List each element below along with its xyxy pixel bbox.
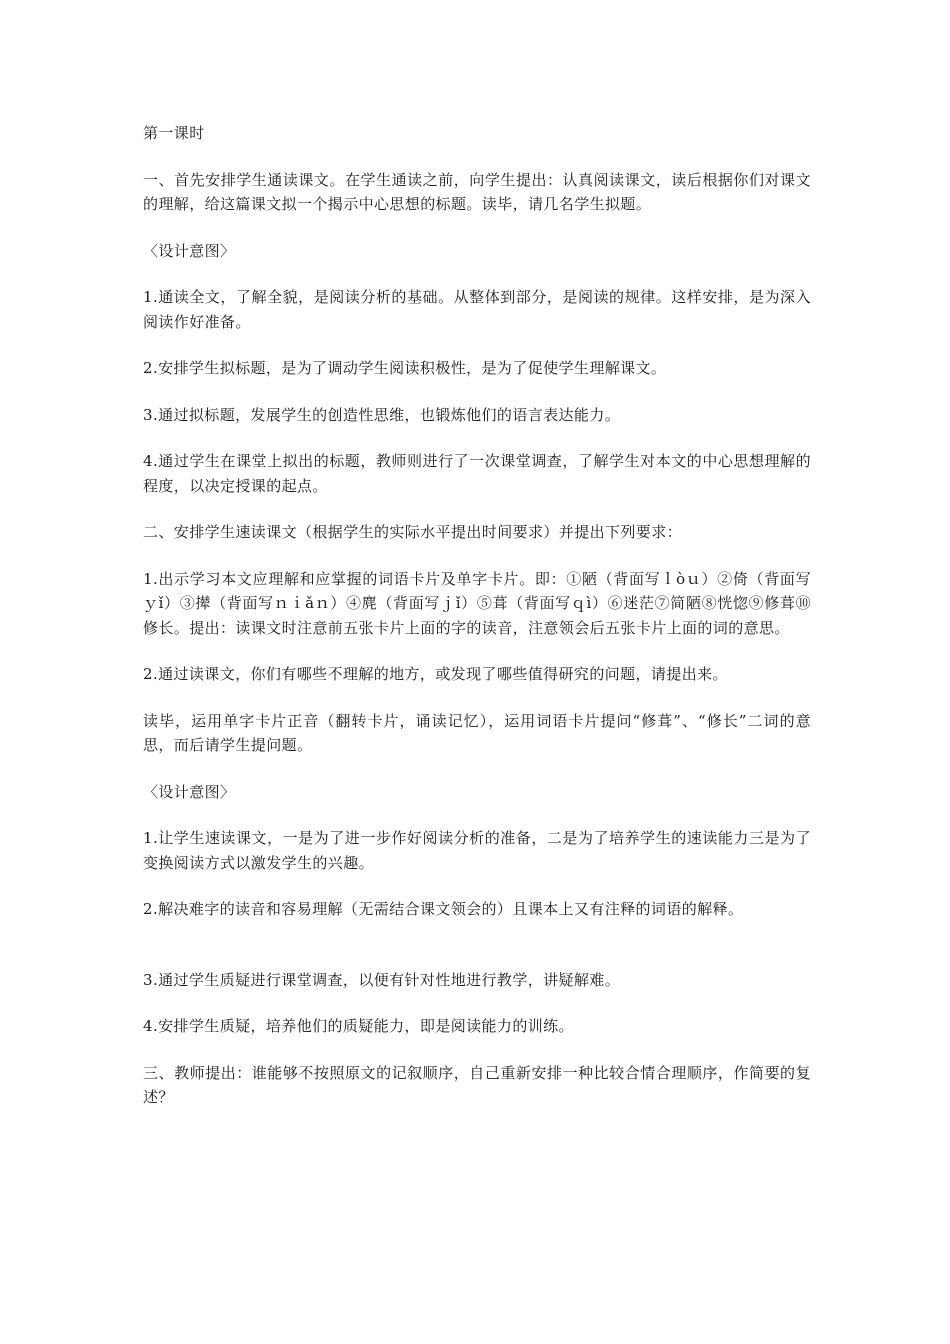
intent-item: 3.通过拟标题，发展学生的创造性思维，也锻炼他们的语言表达能力。 (143, 405, 621, 424)
intent-item: 3.通过学生质疑进行课堂调查，以便有针对性地进行教学，讲疑解难。 (143, 970, 621, 989)
intent-item: 2.解决难字的读音和容易理解（无需结合课文领会的）且课本上又有注释的词语的解释。 (143, 900, 744, 918)
intent-item: 4.通过学生在课堂上拟出的标题，教师则进行了一次课堂调查，了解学生对本文的中心思想理解的程度，以决定授课的起点。 (143, 452, 811, 495)
intent-item: 4.安排学生质疑，培养他们的质疑能力，即是阅读能力的训练。 (143, 1017, 574, 1035)
design-intent-heading: 〈设计意图〉 (143, 241, 236, 260)
requirement-item: 1.出示学习本文应理解和应掌握的词语卡片及单字卡片。即：①陋（背面写ｌòｕ）②倚（背面写ｙǐ）③撵（背面写ｎｉǎｎ）④麂（背面写ｊǐ）⑤葺（背面写ｑì）⑥迷茫⑦简陋⑧恍惚⑨修葺⑩修长。提出：读课文时注意前五张卡片上面的字的读音，注意领会后五张卡片上面的词的意思。 (143, 569, 811, 637)
intent-item: 1.让学生速读课文，一是为了进一步作好阅读分析的准备，二是为了培养学生的速读能力三是为了变换阅读方式以激发学生的兴趣。 (143, 829, 811, 872)
step-two-paragraph: 二、安排学生速读课文（根据学生的实际水平提出时间要求）并提出下列要求： (143, 523, 683, 541)
lesson-heading: 第一课时 (143, 124, 205, 142)
document-body (143, 121, 811, 1132)
reading-follow-up: 读毕，运用单字卡片正音（翻转卡片，诵读记忆），运用词语卡片提问“修葺”、“修长”二词的意思，而后请学生提问题。 (143, 711, 811, 754)
design-intent-heading: 〈设计意图〉 (143, 782, 236, 801)
intent-item: 1.通读全文，了解全貌，是阅读分析的基础。从整体到部分，是阅读的规律。这样安排，是为深入阅读作好准备。 (143, 288, 811, 331)
requirement-item: 2.通过读课文，你们有哪些不理解的地方，或发现了哪些值得研究的问题，请提出来。 (143, 665, 728, 683)
intent-item: 2.安排学生拟标题，是为了调动学生阅读积极性，是为了促使学生理解课文。 (143, 359, 667, 377)
step-one-paragraph: 一、首先安排学生通读课文。在学生通读之前，向学生提出：认真阅读课文，读后根据你们对课文的理解，给这篇课文拟一个揭示中心思想的标题。读毕，请几名学生拟题。 (143, 170, 811, 213)
step-three-paragraph: 三、教师提出：谁能够不按照原文的记叙顺序，自己重新安排一种比较合情合理顺序，作简要的复述？ (143, 1063, 811, 1106)
